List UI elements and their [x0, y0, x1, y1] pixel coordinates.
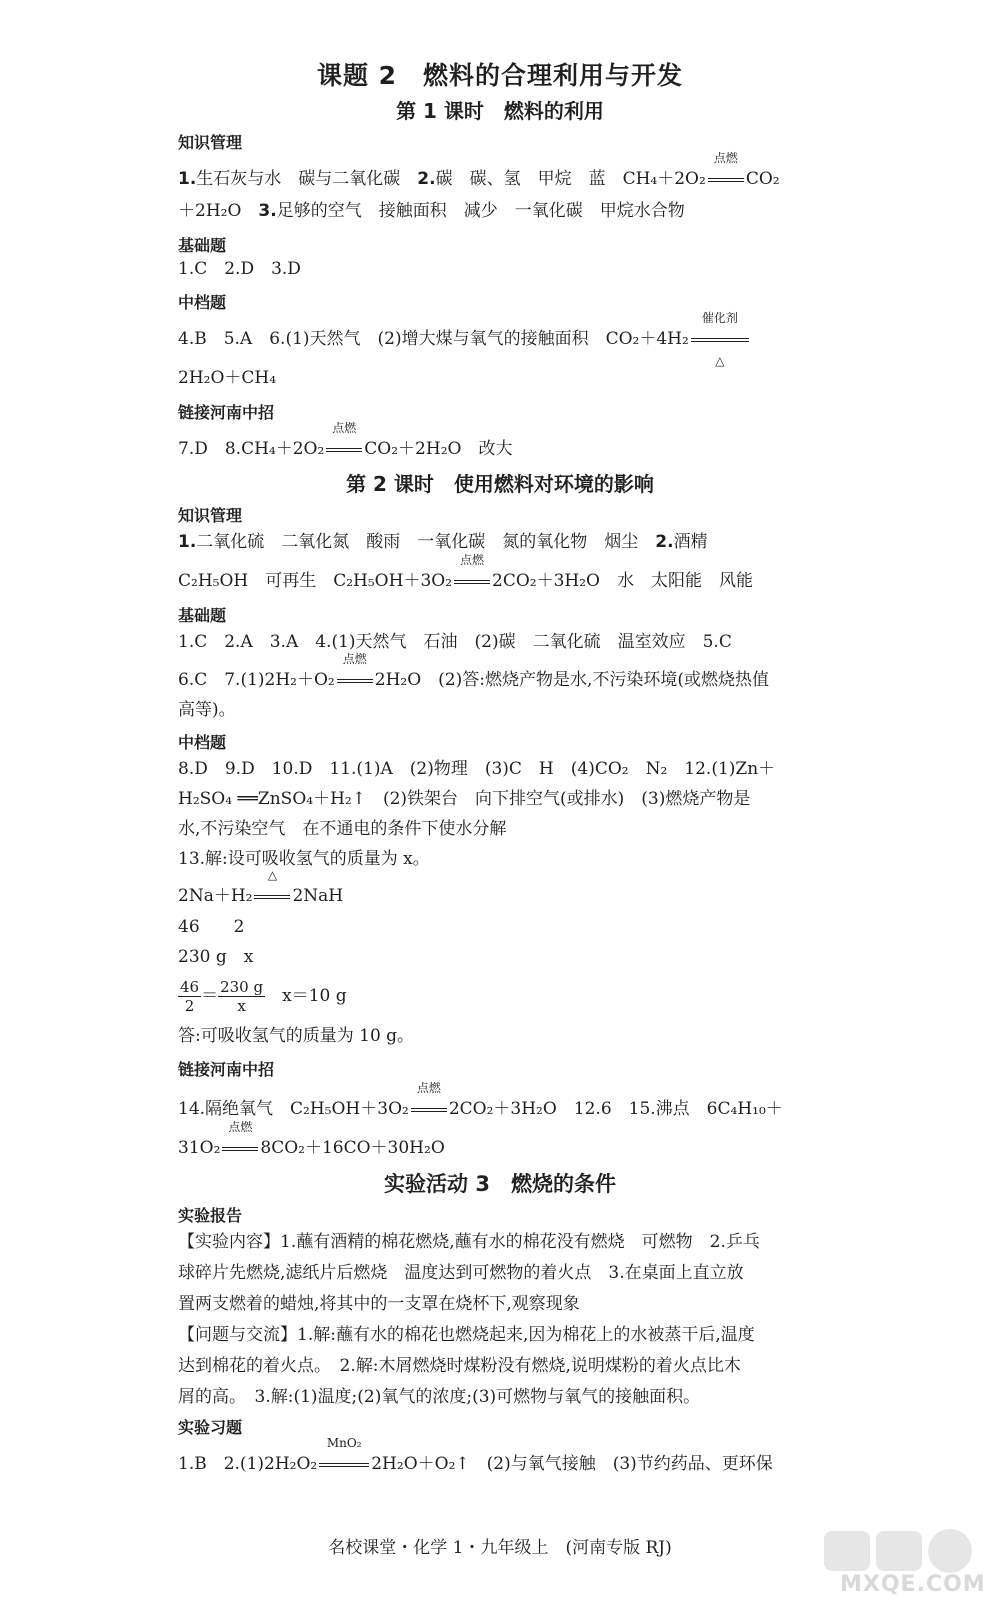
activity-exercise-line [178, 1436, 773, 1476]
answer-text: 2H₂O＋O₂↑ (2)与氧气接触 (3)节约药品、更环保 [371, 1454, 773, 1474]
answer-text: 2H₂O (2)答:燃烧产物是水,不污染环境(或燃烧热值 [374, 670, 769, 690]
lesson2-henan-line1 [178, 1081, 783, 1121]
item-number: 2. [417, 169, 436, 189]
activity-report-line3: 置两支燃着的蜡烛,将其中的一支罩在烧杯下,观察现象 [178, 1294, 580, 1314]
reaction-condition [252, 868, 292, 908]
answer-text: 4.B 5.A 6. [178, 329, 286, 349]
lesson2-mid-line1: 8.D 9.D 10.D 11.(1)A (2)物理 (3)C H (4)CO₂ N₂ 12.(1)Zn＋ [178, 759, 776, 779]
lesson2-basic-line2 [178, 652, 769, 692]
answer-text: 2Na＋H₂ [178, 886, 253, 906]
lesson1-mid-line1 [178, 311, 751, 368]
reaction-condition [706, 151, 746, 191]
answer-text: 足够的空气 接触面积 减少 一氧化碳 甲烷水合物 [276, 201, 685, 221]
reaction-condition [324, 421, 364, 461]
page-footer: 名校课堂・化学 1・九年级上 (河南专版 RJ) [328, 1538, 672, 1558]
condition-label: 点燃 [228, 1120, 253, 1134]
lesson1-knowledge-heading: 知识管理 [178, 133, 243, 152]
activity-report-line5: 达到棉花的着火点。 2.解:木屑燃烧时煤粉没有燃烧,说明煤粉的着火点比木 [178, 1356, 741, 1376]
lesson2-title: 第 2 课时 使用燃料对环境的影响 [346, 472, 654, 496]
activity-exercise-heading: 实验习题 [178, 1418, 243, 1437]
item-number: 2. [655, 532, 674, 552]
condition-label: MnO₂ [326, 1436, 362, 1450]
lesson1-knowledge-line1 [178, 151, 780, 191]
answer-text: 8CO₂＋16CO＋30H₂O [260, 1138, 445, 1158]
answer-text: C₂H₅OH 可再生 C₂H₅OH＋3O₂ [178, 571, 453, 591]
reaction-condition [452, 553, 492, 593]
activity-report-heading: 实验报告 [178, 1206, 243, 1225]
lesson2-answer: 答:可吸收氢气的质量为 10 g。 [178, 1026, 415, 1046]
activity-report-line1: 【实验内容】1.蘸有酒精的棉花燃烧,蘸有水的棉花没有燃烧 可燃物 2.乒乓 [178, 1232, 760, 1252]
lesson1-knowledge-line2 [178, 199, 685, 223]
condition-label: 催化剂 [701, 311, 738, 325]
reaction-condition [317, 1436, 371, 1476]
answer-text: ＋2H₂O [178, 201, 259, 221]
item-number: 1. [178, 532, 197, 552]
fraction: $\frac{46}{2}$ [180, 978, 200, 1015]
answer-text: 2CO₂＋3H₂O 水 太阳能 风能 [492, 571, 753, 591]
lesson2-basic-heading: 基础题 [178, 606, 227, 625]
answer-text: 6.C 7.(1)2H₂＋O₂ [178, 670, 335, 690]
reaction-condition [335, 652, 375, 692]
item-number: 1. [178, 169, 197, 189]
lesson2-knowledge-line1 [178, 530, 708, 554]
reaction-condition [220, 1120, 260, 1160]
lesson2-mid-line2: H₂SO₄ ══ZnSO₄＋H₂↑ (2)铁架台 向下排空气(或排水) (3)燃烧产物是 [178, 789, 751, 809]
answer-text: 酒精 [673, 532, 708, 552]
condition-label: 点燃 [342, 652, 367, 666]
lesson2-basic-line1: 1.C 2.A 3.A 4.(1)天然气 石油 (2)碳 二氧化硫 温室效应 5.C [178, 632, 732, 652]
condition-label: 点燃 [332, 421, 357, 435]
lesson1-title: 第 1 课时 燃料的利用 [396, 99, 604, 123]
lesson2-equation [178, 868, 344, 908]
condition-label: △ [715, 354, 725, 368]
lesson2-mass-row1: 46 2 [178, 917, 245, 937]
answer-text: CH₄＋2O₂ [241, 439, 325, 459]
answer-text: 2NaH [292, 886, 344, 906]
answer-text: 碳 碳、氢 甲烷 蓝 CH₄＋2O₂ [435, 169, 706, 189]
answer-text: 2CO₂＋3H₂O 12.6 15.沸点 6C₄H₁₀＋ [448, 1099, 783, 1119]
lesson2-mid-line3: 水,不污染空气 在不通电的条件下使水分解 [178, 819, 507, 839]
activity-report-line4: 【问题与交流】1.解:蘸有水的棉花也燃烧起来,因为棉花上的水被蒸干后,温度 [178, 1325, 755, 1345]
fraction: $\frac{230 g}{x}$ [220, 978, 264, 1015]
condition-label: 点燃 [416, 1081, 441, 1095]
lesson1-mid-heading: 中档题 [178, 293, 227, 312]
lesson2-knowledge-line2 [178, 553, 753, 593]
answer-text: (1)天然气 (2)增大煤与氧气的接触面积 CO₂＋4H₂ [285, 329, 689, 349]
lesson2-mass-row2: 230 g x [178, 947, 254, 967]
watermark-text: MXQE.COM [840, 1572, 986, 1597]
reaction-condition [689, 311, 751, 368]
reaction-condition [409, 1081, 449, 1121]
lesson2-proportion: $\frac{46}{2}$ ＝ $\frac{230 g}{x}$ x＝10 g [180, 978, 347, 1015]
condition-label: 点燃 [460, 553, 485, 567]
lesson2-mid-line4: 13.解:设可吸收氢气的质量为 x。 [178, 849, 430, 869]
chapter-title: 课题 2 燃料的合理利用与开发 [316, 61, 684, 90]
lesson1-henan-line [178, 421, 513, 461]
condition-label: 点燃 [713, 151, 738, 165]
activity-title: 实验活动 3 燃烧的条件 [384, 1172, 616, 1196]
answer-text: 14.隔绝氧气 C₂H₅OH＋3O₂ [178, 1099, 409, 1119]
lesson2-henan-line2 [178, 1120, 445, 1160]
lesson2-knowledge-heading: 知识管理 [178, 506, 243, 525]
answer-text: CO₂ [745, 169, 780, 189]
lesson1-mid-line2: 2H₂O＋CH₄ [178, 368, 277, 388]
condition-label: △ [267, 868, 278, 882]
answer-text: 生石灰与水 碳与二氧化碳 [196, 169, 418, 189]
answer-text: CO₂＋2H₂O 改大 [364, 439, 513, 459]
answer-text: 31O₂ [178, 1138, 221, 1158]
lesson1-henan-heading: 链接河南中招 [178, 403, 275, 422]
answer-text: 7.D 8. [178, 439, 242, 459]
lesson2-basic-line3: 高等)。 [178, 700, 236, 720]
activity-report-line2: 球碎片先燃烧,滤纸片后燃烧 温度达到可燃物的着火点 3.在桌面上直立放 [178, 1263, 744, 1283]
lesson1-basic-heading: 基础题 [178, 236, 227, 255]
lesson1-basic-answers: 1.C 2.D 3.D [178, 259, 301, 279]
lesson2-henan-heading: 链接河南中招 [178, 1060, 275, 1079]
answer-text: 1.B 2.(1)2H₂O₂ [178, 1454, 318, 1474]
activity-report-line6: 屑的高。 3.解:(1)温度;(2)氧气的浓度;(3)可燃物与氧气的接触面积。 [178, 1387, 701, 1407]
item-number: 3. [258, 201, 277, 221]
answer-text: 二氧化硫 二氧化氮 酸雨 一氧化碳 氮的氧化物 烟尘 [196, 532, 656, 552]
lesson2-mid-heading: 中档题 [178, 733, 227, 752]
